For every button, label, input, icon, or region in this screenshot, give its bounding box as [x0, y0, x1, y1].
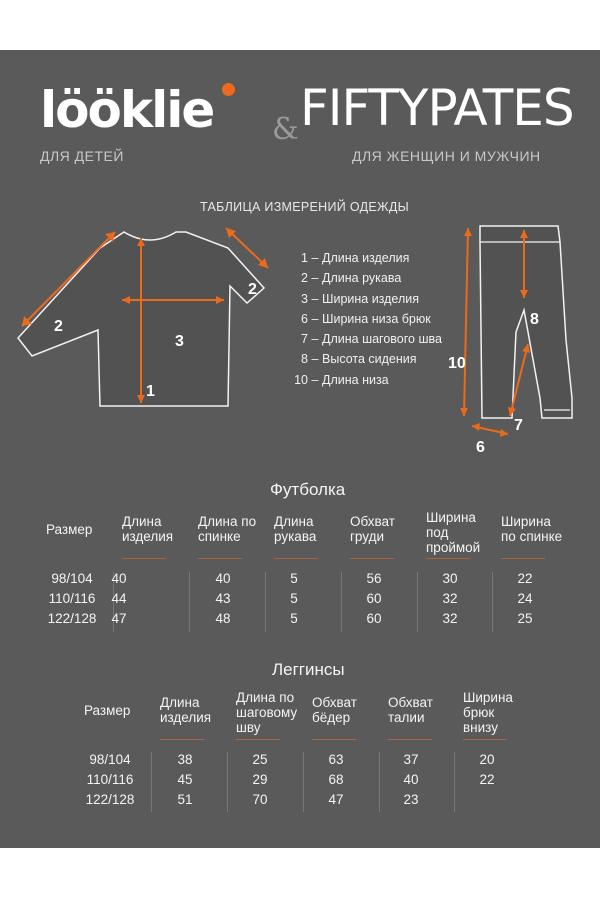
legend-item: 2 – Длина рукава	[301, 271, 402, 286]
legend-item: 3 – Ширина изделия	[301, 291, 420, 306]
leggings-header-inseam: Длина по шаговому шву	[236, 690, 298, 735]
leggings-table-title: Леггинсы	[272, 660, 345, 679]
tshirt-header-length: Длина изделия	[122, 514, 174, 544]
legend-item: 1 – Длина изделия	[301, 251, 410, 265]
label-sleeve-long: 2	[54, 318, 63, 335]
leggings-header-waist: Обхват талии	[388, 695, 433, 725]
ampersand: &	[272, 112, 299, 147]
size-chart-sheet: lööklie & FIFTYPATES ДЛЯ ДЕТЕЙ ДЛЯ ЖЕНЩИН И МУЖЧИН ТАБЛИЦА ИЗМЕРЕНИЙ ОДЕЖДЫ 2 2 3 1 1 – Длина изделия 2 – Длина рукава 3 – Ширина изделия 6 – Ширина низа брюк 7 – Длина шагового шва 8 – Высота сидения 10 – Длина низа 10 8 7 6 Футболка Размер Длина изделия Длина по спинке Длина рукава Обхват груди Ширина под проймой Ширина по спинке 98/104 40 40 5 56 30 22 110/116 44 43 5 60 32 24 122/128 47 48 5 60 32 25 Леггинсы Размер Длина изделия Длина по шаговому шву Обхват бёдер Обхват талии Ширина брюк внизу 98/104 38 25 63 37 20 110/116 45 29 68 40 22 122/128 51 70 47 23	[0, 50, 600, 848]
tshirt-header-size: Размер	[46, 522, 93, 537]
brand-logo-looklie: lööklie	[40, 81, 214, 139]
logo-accent-dot	[222, 83, 235, 96]
label-rise: 8	[530, 311, 539, 328]
tshirt-diagram	[10, 220, 280, 420]
brand-subtitle-kids: ДЛЯ ДЕТЕЙ	[40, 148, 124, 164]
legend-item: 8 – Высота сидения	[301, 352, 417, 367]
tshirt-header-armhole-width: Ширина под проймой	[426, 510, 481, 555]
tshirt-header-sleeve: Длина рукава	[274, 514, 317, 544]
legend-item: 7 – Длина шагового шва	[301, 332, 442, 347]
leggings-header-hips: Обхват бёдер	[312, 695, 357, 725]
tshirt-header-back-length: Длина по спинке	[198, 514, 257, 544]
measurement-legend	[280, 251, 442, 393]
pants-diagram	[440, 220, 580, 460]
measurement-table-title: ТАБЛИЦА ИЗМЕРЕНИЙ ОДЕЖДЫ	[200, 200, 409, 214]
label-inseam: 7	[514, 417, 523, 434]
leggings-header-size: Размер	[84, 703, 131, 718]
legend-item: 10 – Длина низа	[294, 372, 389, 387]
label-sleeve-short: 2	[248, 281, 257, 298]
brand-logo-fiftypates: FIFTYPATES	[300, 79, 574, 137]
legend-item: 6 – Ширина низа брюк	[301, 311, 431, 326]
tshirt-table-title: Футболка	[270, 480, 346, 499]
brand-subtitle-adults: ДЛЯ ЖЕНЩИН И МУЖЧИН	[352, 148, 541, 164]
pants-outline	[480, 226, 572, 418]
tshirt-header-back-width: Ширина по спинке	[501, 514, 563, 544]
leggings-header-length: Длина изделия	[160, 695, 212, 725]
label-length: 1	[146, 383, 155, 400]
label-outseam: 10	[448, 355, 466, 372]
label-width: 3	[175, 333, 184, 350]
arrow-outseam	[464, 228, 468, 416]
tshirt-header-chest: Обхват груди	[350, 514, 395, 544]
leggings-header-hem-width: Ширина брюк внизу	[463, 690, 513, 735]
label-hem-width: 6	[476, 439, 485, 456]
